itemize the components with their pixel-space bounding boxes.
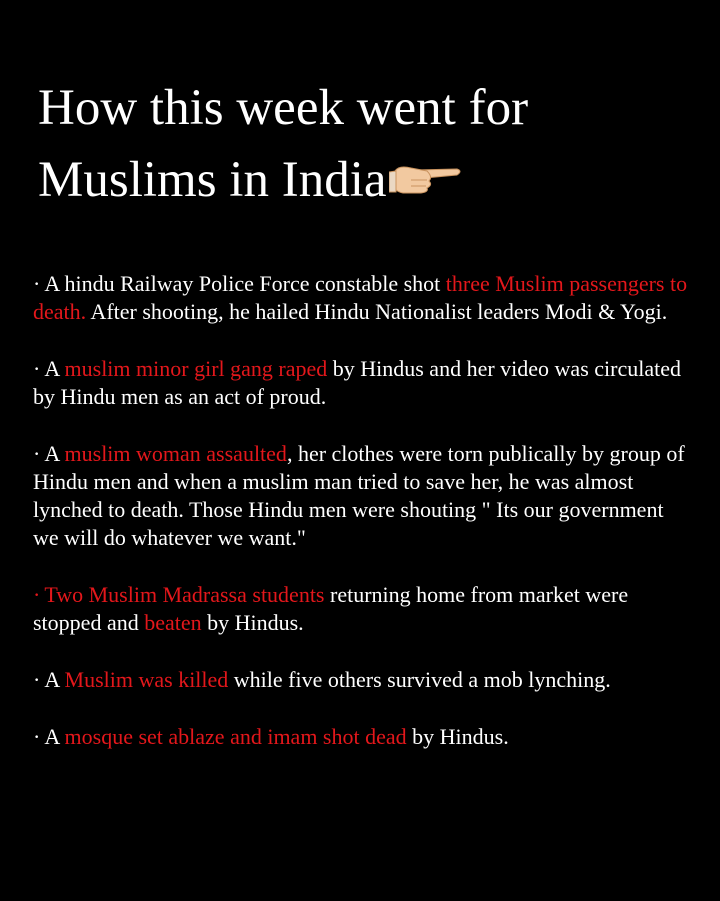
highlighted-text: Muslim was killed: [64, 667, 229, 692]
list-item: [33, 581, 693, 637]
bullet-dot: ·: [33, 271, 41, 296]
item-text: A: [44, 724, 65, 749]
highlighted-text: muslim minor girl gang raped: [64, 356, 328, 381]
item-text: After shooting, he hailed Hindu Nationalist leaders Modi & Yogi.: [86, 299, 668, 324]
item-text: by Hindus.: [201, 610, 304, 635]
post-title: [38, 72, 708, 216]
news-list: [33, 270, 693, 780]
bullet-dot: ·: [33, 724, 41, 749]
bullet-dot: ·: [33, 356, 41, 381]
post-title-text: How this week went for Muslims in India: [38, 80, 529, 208]
item-text: , her clothes were torn publically by group of Hindu men and when a muslim man tried to save her, he was almost lynched to death. Those Hindu men were shouting " Its our government we will do whatever we want.": [33, 441, 685, 550]
list-item: [33, 723, 693, 751]
item-text: while five others survived a mob lynching.: [228, 667, 611, 692]
bullet-dot: ·: [33, 582, 41, 607]
item-text: A: [44, 356, 65, 381]
list-item: [33, 666, 693, 694]
highlighted-text: beaten: [144, 610, 202, 635]
highlighted-text: three Muslim passengers to death.: [33, 271, 688, 324]
list-item: [33, 355, 693, 411]
highlighted-text: mosque set ablaze and imam shot dead: [64, 724, 407, 749]
item-text: A: [44, 667, 65, 692]
item-text: by Hindus.: [406, 724, 509, 749]
highlighted-text: Two Muslim Madrassa students: [44, 582, 325, 607]
item-text: A: [44, 441, 65, 466]
highlighted-text: muslim woman assaulted: [64, 441, 287, 466]
item-text: A hindu Railway Police Force constable shot: [44, 271, 446, 296]
list-item: [33, 440, 693, 552]
item-text: returning home from market were stopped and: [33, 582, 629, 635]
bullet-dot: ·: [33, 441, 41, 466]
item-text: by Hindus and her video was circulated by Hindu men as an act of proud.: [33, 356, 681, 409]
bullet-dot: ·: [33, 667, 41, 692]
list-item: [33, 270, 693, 326]
pointing-right-hand-icon: [389, 143, 463, 215]
